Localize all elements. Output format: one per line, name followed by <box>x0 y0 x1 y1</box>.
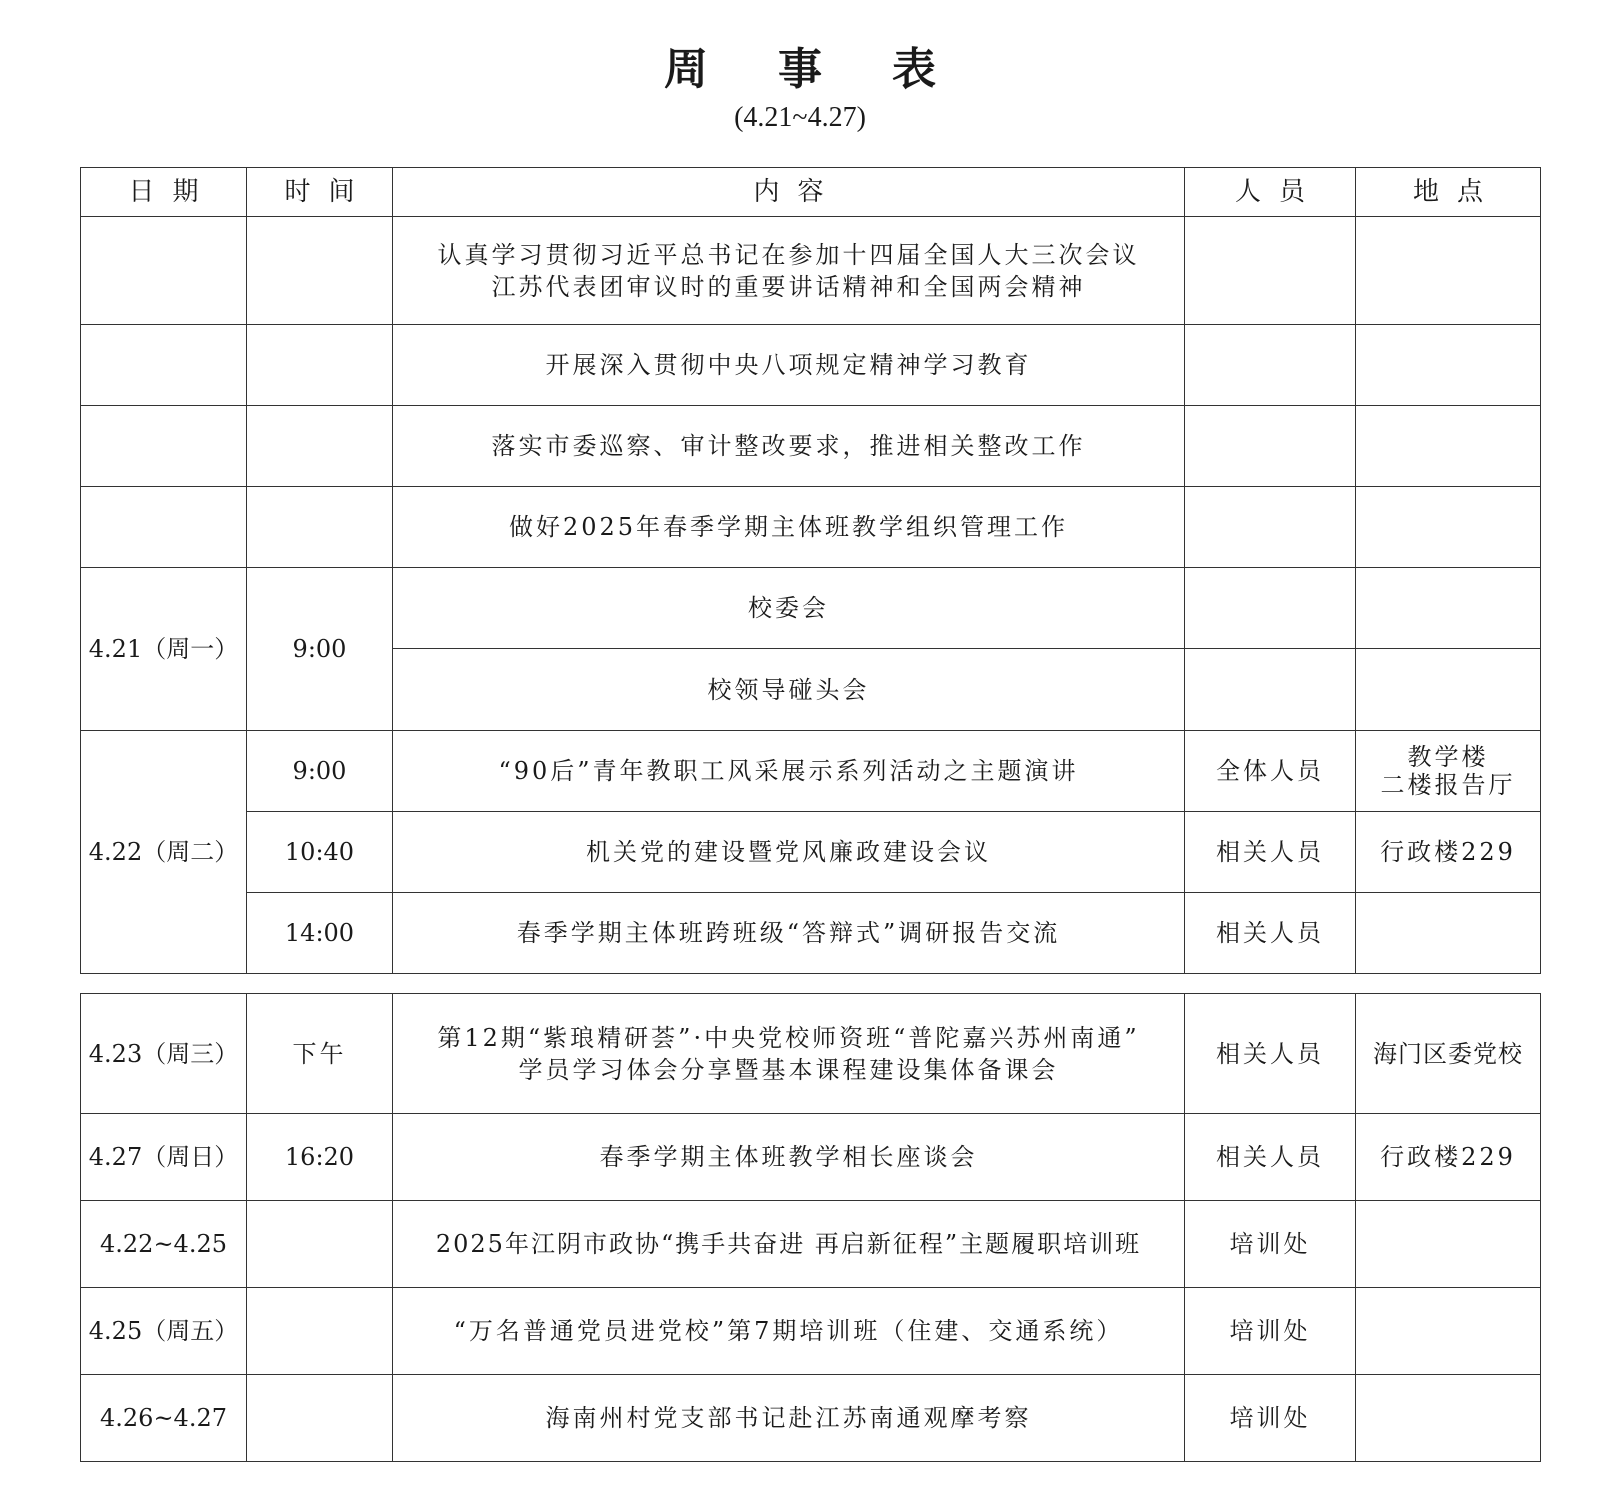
table-row <box>81 1375 1541 1462</box>
time-cell: 9:00 <box>247 568 393 731</box>
date-cell: 4.22~4.25 <box>81 1201 247 1288</box>
people-cell: 相关人员 <box>1185 893 1356 974</box>
date-cell <box>81 487 247 568</box>
table-row <box>81 1288 1541 1375</box>
table-row <box>81 406 1541 487</box>
place-cell: 海门区委党校 <box>1356 994 1541 1114</box>
date-cell: 4.25（周五） <box>81 1288 247 1375</box>
place-cell: 行政楼229 <box>1356 1114 1541 1201</box>
header-people: 人员 <box>1185 168 1356 217</box>
people-cell: 相关人员 <box>1185 994 1356 1114</box>
time-cell <box>247 1201 393 1288</box>
place-cell <box>1356 217 1541 325</box>
people-cell: 全体人员 <box>1185 731 1356 812</box>
header-row <box>81 168 1541 217</box>
place-cell <box>1356 1375 1541 1462</box>
date-cell <box>81 406 247 487</box>
table-row <box>81 1201 1541 1288</box>
people-cell <box>1185 487 1356 568</box>
table-row <box>81 487 1541 568</box>
time-cell <box>247 1375 393 1462</box>
table-row <box>81 812 1541 893</box>
content-cell: 认真学习贯彻习近平总书记在参加十四届全国人大三次会议 江苏代表团审议时的重要讲话精神和全国两会精神 <box>393 217 1185 325</box>
time-cell: 16:20 <box>247 1114 393 1201</box>
table-row <box>81 568 1541 649</box>
table-row <box>81 325 1541 406</box>
people-cell: 相关人员 <box>1185 1114 1356 1201</box>
time-cell <box>247 325 393 406</box>
content-cell: 2025年江阴市政协“携手共奋进 再启新征程”主题履职培训班 <box>393 1201 1185 1288</box>
people-cell <box>1185 217 1356 325</box>
content-cell: 做好2025年春季学期主体班教学组织管理工作 <box>393 487 1185 568</box>
page-title: 周事表 <box>664 44 1006 95</box>
header-place: 地点 <box>1356 168 1541 217</box>
place-cell <box>1356 568 1541 649</box>
people-cell <box>1185 325 1356 406</box>
date-cell: 4.26~4.27 <box>81 1375 247 1462</box>
content-cell: “万名普通党员进党校”第7期培训班（住建、交通系统） <box>393 1288 1185 1375</box>
content-cell: 春季学期主体班跨班级“答辩式”调研报告交流 <box>393 893 1185 974</box>
content-cell: “90后”青年教职工风采展示系列活动之主题演讲 <box>393 731 1185 812</box>
content-cell: 校领导碰头会 <box>393 649 1185 731</box>
table-row <box>81 893 1541 974</box>
content-cell: 海南州村党支部书记赴江苏南通观摩考察 <box>393 1375 1185 1462</box>
people-cell: 相关人员 <box>1185 812 1356 893</box>
people-cell: 培训处 <box>1185 1375 1356 1462</box>
content-cell: 落实市委巡察、审计整改要求，推进相关整改工作 <box>393 406 1185 487</box>
date-cell <box>81 325 247 406</box>
content-cell: 开展深入贯彻中央八项规定精神学习教育 <box>393 325 1185 406</box>
place-cell: 行政楼229 <box>1356 812 1541 893</box>
place-cell <box>1356 649 1541 731</box>
date-range-subtitle: (4.21~4.27) <box>734 102 866 133</box>
place-cell <box>1356 893 1541 974</box>
header-content: 内容 <box>393 168 1185 217</box>
people-cell <box>1185 649 1356 731</box>
time-cell <box>247 487 393 568</box>
time-cell: 14:00 <box>247 893 393 974</box>
time-cell <box>247 1288 393 1375</box>
time-cell: 10:40 <box>247 812 393 893</box>
time-cell <box>247 406 393 487</box>
date-cell <box>81 217 247 325</box>
content-cell: 第12期“紫琅精研荟”·中央党校师资班“普陀嘉兴苏州南通” 学员学习体会分享暨基本课程建设集体备课会 <box>393 994 1185 1114</box>
content-cell: 校委会 <box>393 568 1185 649</box>
table-row <box>81 217 1541 325</box>
date-cell: 4.21（周一） <box>81 568 247 731</box>
people-cell: 培训处 <box>1185 1288 1356 1375</box>
people-cell: 培训处 <box>1185 1201 1356 1288</box>
schedule-table-1 <box>80 167 1541 974</box>
time-cell <box>247 217 393 325</box>
table-row <box>81 731 1541 812</box>
table-row <box>81 1114 1541 1201</box>
time-cell: 下午 <box>247 994 393 1114</box>
schedule-table-2 <box>80 993 1541 1462</box>
time-cell: 9:00 <box>247 731 393 812</box>
people-cell <box>1185 568 1356 649</box>
place-cell <box>1356 487 1541 568</box>
content-cell: 春季学期主体班教学相长座谈会 <box>393 1114 1185 1201</box>
place-cell <box>1356 1201 1541 1288</box>
content-cell: 机关党的建设暨党风廉政建设会议 <box>393 812 1185 893</box>
place-cell: 教学楼 二楼报告厅 <box>1356 731 1541 812</box>
place-cell <box>1356 325 1541 406</box>
people-cell <box>1185 406 1356 487</box>
date-cell: 4.27（周日） <box>81 1114 247 1201</box>
place-cell <box>1356 406 1541 487</box>
header-date: 日期 <box>81 168 247 217</box>
header-time: 时间 <box>247 168 393 217</box>
date-cell: 4.22（周二） <box>81 731 247 974</box>
table-row <box>81 994 1541 1114</box>
date-cell: 4.23（周三） <box>81 994 247 1114</box>
place-cell <box>1356 1288 1541 1375</box>
